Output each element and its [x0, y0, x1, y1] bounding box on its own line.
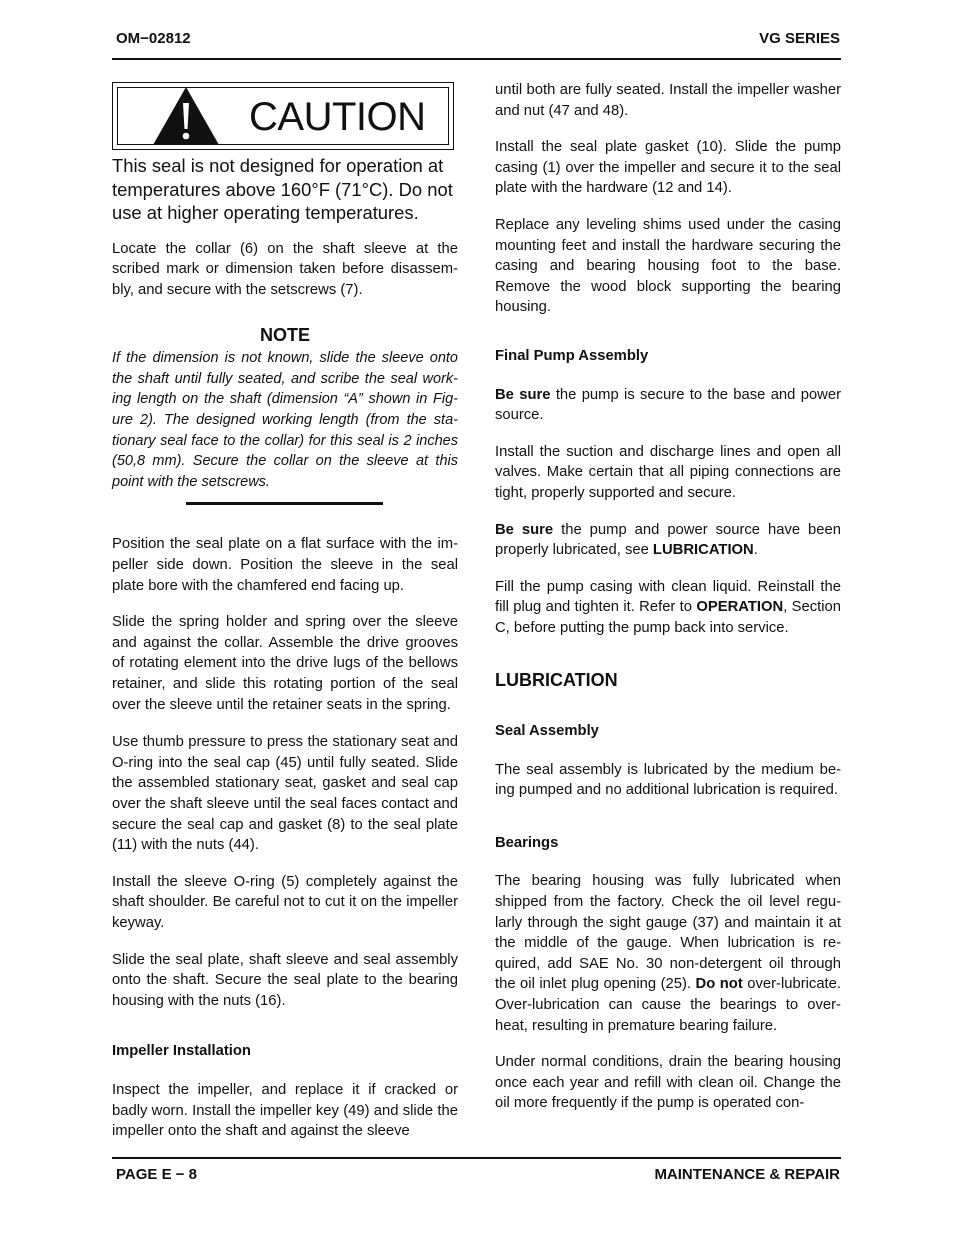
caution-word: CAUTION: [249, 95, 426, 139]
paragraph: Install the sleeve O-ring (5) completely against the shaft shoulder. Be careful not to cut it on the impeller keyway.: [112, 873, 458, 931]
emphasis: Be sure: [495, 386, 551, 403]
subheading-final-pump-assembly: Final Pump Assembly: [495, 347, 649, 364]
page-number: PAGE E − 8: [116, 1166, 198, 1183]
paragraph: Locate the collar (6) on the shaft sleeve at the scribed mark or dimension taken before disassembly, and secure with the setscrews (7).: [112, 240, 458, 298]
paragraph: Under normal conditions, drain the bearing housing once each year and refill with clean oil. Change the oil more frequently if the pump is operated con-: [495, 1054, 841, 1112]
paragraph: Position the seal plate on a flat surface with the impeller side down. Position the sleeve in the seal plate bore with the chamfered end facing up.: [112, 536, 458, 594]
text-run: , Section C, before putting the pump back into service.: [495, 599, 842, 636]
paragraph: until both are fully seated. Install the impeller washer and nut (47 and 48).: [495, 82, 841, 119]
emphasis: Be sure: [495, 521, 554, 538]
subheading-seal-assembly: Seal Assembly: [495, 723, 599, 740]
paragraph: Install the seal plate gasket (10). Slide the pump casing (1) over the impeller and secure it to the seal plate with the hardware (12 and 14).: [495, 139, 841, 197]
text-run: the pump is secure to the base and power source.: [495, 386, 841, 424]
paragraph: [495, 871, 841, 1036]
text-run: The bearing housing was fully lubricated when shipped from the factory. Check the oil level regularly through the sight gauge (37) and maintain it at the middle of the gauge. When lubrication is required, add SAE No. 30 non-detergent oil through the oil inlet plug opening (25).: [495, 873, 841, 993]
emphasis: Do not: [695, 976, 743, 993]
right-column: [495, 80, 841, 1130]
note-text: If the dimension is not known, slide the sleeve onto the shaft until fully seated, and scribe the seal working length on the shaft (dimension “A” shown in Figure 2). The designed working length (from the stationary seal face to the collar) for this seal is 2 inches (50,8 mm). Secure the collar on the sleeve at this point with the setscrews.: [112, 350, 458, 490]
caution-banner: [112, 82, 454, 150]
text-run: over-lubricate. Over-lubrication can cause the bearings to over-heat, resulting in premature bearing failure.: [495, 976, 842, 1034]
paragraph: [495, 385, 841, 426]
cross-reference: LUBRICATION: [652, 542, 754, 559]
text-run: the pump and power source have been properly lubricated, see: [495, 521, 841, 559]
paragraph: [495, 577, 841, 639]
text-run: .: [753, 542, 758, 559]
paragraph: Inspect the impeller, and replace it if cracked or badly worn. Install the impeller key (49) and slide the impeller onto the shaft and against the sleeve: [112, 1081, 458, 1140]
paragraph: The seal assembly is lubricated by the medium being pumped and no additional lubrication is required.: [495, 761, 841, 799]
paragraph: Slide the seal plate, shaft sleeve and seal assembly onto the shaft. Secure the seal plate to the bearing housing with the nuts (16).: [112, 951, 458, 1009]
left-column: [112, 82, 458, 1158]
header-rule: [112, 58, 841, 60]
cross-reference: OPERATION: [696, 599, 784, 616]
paragraph: Slide the spring holder and spring over the sleeve and against the collar. Assemble the drive grooves of rotating element into the drive lugs of the bellows retainer, and slide this rotating portion of the seal over the sleeve until the retainer seats in the spring.: [112, 614, 458, 713]
paragraph: Replace any leveling shims used under the casing mounting feet and install the hardware securing the casing and bearing housing foot to the base. Remove the wood block supporting the bearing housing.: [495, 216, 841, 316]
section-heading-lubrication: LUBRICATION: [495, 670, 618, 691]
subheading-bearings: Bearings: [495, 834, 559, 851]
note-title: NOTE: [259, 325, 310, 346]
series-title: VG SERIES: [759, 30, 840, 47]
caution-text: This seal is not designed for operation at temperatures above 160°F (71°C). Do not use at higher operating temperatures.: [112, 155, 453, 223]
doc-number: OM−02812: [116, 30, 191, 47]
paragraph: Use thumb pressure to press the stationary seat and O-ring into the seal cap (45) until fully seated. Slide the assembled stationary seat, gasket and seal cap over the shaft sleeve until the seal faces contact and secure the seal cap and gasket (8) to the seal plate (11) with the nuts (44).: [112, 734, 458, 854]
footer-section-title: MAINTENANCE & REPAIR: [654, 1166, 840, 1183]
paragraph: [495, 520, 841, 561]
footer-rule: [112, 1157, 841, 1159]
text-run: Fill the pump casing with clean liquid. Reinstall the fill plug and tighten it. Refer to: [495, 578, 841, 616]
subheading-impeller-installation: Impeller Installation: [112, 1043, 251, 1060]
paragraph: Install the suction and discharge lines and open all valves. Make certain that all piping connections are tight, properly supported and secure.: [495, 443, 841, 501]
warning-triangle-icon: [151, 85, 221, 147]
